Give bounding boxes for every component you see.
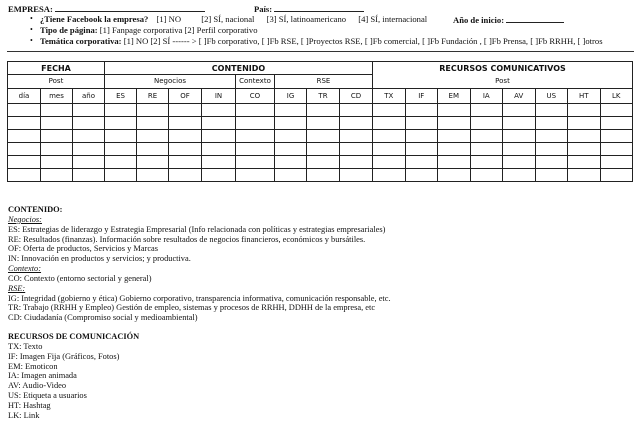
- table-cell[interactable]: [137, 104, 169, 117]
- legend-item: EM: Emoticon: [8, 361, 58, 371]
- table-cell[interactable]: [438, 143, 471, 156]
- anio-input[interactable]: [506, 14, 564, 23]
- table-cell[interactable]: [340, 104, 373, 117]
- table-cell[interactable]: [41, 143, 73, 156]
- column-header: IF: [405, 89, 438, 104]
- table-cell[interactable]: [236, 143, 275, 156]
- table-cell[interactable]: [236, 156, 275, 169]
- table-cell[interactable]: [137, 156, 169, 169]
- table-cell[interactable]: [405, 117, 438, 130]
- bullet-icon: •: [30, 14, 33, 23]
- legend-item: ES: Estrategias de liderazgo y Estrategia Empresarial (Info relacionada con políticas y estrategias empresariales): [8, 224, 386, 234]
- column-header: IG: [275, 89, 307, 104]
- negocios-label: Negocios:: [8, 214, 42, 224]
- column-header: AV: [503, 89, 536, 104]
- table-cell[interactable]: [8, 143, 41, 156]
- table-cell[interactable]: [600, 130, 633, 143]
- rse-label: RSE:: [8, 283, 26, 293]
- table-cell[interactable]: [438, 117, 471, 130]
- table-cell[interactable]: [41, 169, 73, 182]
- legend-item: TR: Trabajo (RRHH y Empleo) Gestión de empleo, sistemas y procesos de RRHH, DDHH de la empresa, etc: [8, 303, 376, 313]
- table-cell[interactable]: [340, 169, 373, 182]
- tematica-row: [40, 36, 603, 46]
- pais-field: [254, 3, 364, 14]
- legend-item: HT: Hashtag: [8, 400, 51, 410]
- table-cell[interactable]: [503, 143, 536, 156]
- table-cell[interactable]: [503, 117, 536, 130]
- column-header: CD: [340, 89, 373, 104]
- table-cell[interactable]: [202, 130, 236, 143]
- empresa-input[interactable]: [55, 3, 205, 12]
- table-cell[interactable]: [137, 130, 169, 143]
- table-cell[interactable]: [307, 130, 340, 143]
- empresa-field: [8, 3, 205, 14]
- table-cell[interactable]: [169, 130, 202, 143]
- column-header: mes: [41, 89, 73, 104]
- table-cell[interactable]: [236, 169, 275, 182]
- subgroup-rse: RSE: [275, 75, 373, 89]
- table-cell[interactable]: [373, 117, 406, 130]
- table-cell[interactable]: [275, 169, 307, 182]
- table-cell[interactable]: [535, 117, 568, 130]
- table-cell[interactable]: [105, 130, 137, 143]
- facebook-option: [1] NO: [156, 14, 182, 24]
- legend-item: IN: Innovación en productos y servicios; y productiva.: [8, 254, 191, 264]
- facebook-option: [3] SÍ, latinoamericano: [266, 14, 347, 24]
- table-cell[interactable]: [600, 143, 633, 156]
- table-cell[interactable]: [438, 169, 471, 182]
- table-row: [8, 156, 633, 169]
- divider: [7, 51, 634, 52]
- table-cell[interactable]: [202, 104, 236, 117]
- table-cell[interactable]: [41, 130, 73, 143]
- table-cell[interactable]: [373, 169, 406, 182]
- table-cell[interactable]: [137, 117, 169, 130]
- bullet-icon: •: [30, 25, 33, 34]
- table-cell[interactable]: [600, 117, 633, 130]
- legend-item: IG: Integridad (gobierno y ética) Gobierno corporativo, transparencia informativa, comunicación responsable, etc.: [8, 293, 391, 303]
- table-cell[interactable]: [41, 156, 73, 169]
- table-row: [8, 130, 633, 143]
- table-cell[interactable]: [373, 104, 406, 117]
- table-cell[interactable]: [535, 143, 568, 156]
- table-cell[interactable]: [73, 104, 105, 117]
- table-cell[interactable]: [600, 104, 633, 117]
- table-cell[interactable]: [373, 143, 406, 156]
- table-cell[interactable]: [202, 169, 236, 182]
- table-cell[interactable]: [105, 156, 137, 169]
- group-fecha: FECHA: [8, 62, 105, 75]
- table-cell[interactable]: [470, 104, 503, 117]
- table-cell[interactable]: [8, 117, 41, 130]
- table-cell[interactable]: [202, 117, 236, 130]
- table-cell[interactable]: [535, 104, 568, 117]
- bullet-icon: •: [30, 36, 33, 45]
- table-cell[interactable]: [340, 143, 373, 156]
- table-cell[interactable]: [373, 130, 406, 143]
- legend-item: US: Etiqueta a usuarios: [8, 391, 87, 401]
- table-cell[interactable]: [405, 143, 438, 156]
- group-recursos: RECURSOS COMUNICATIVOS: [373, 62, 633, 75]
- legend-item: TX: Texto: [8, 341, 43, 351]
- column-header: US: [535, 89, 568, 104]
- table-cell[interactable]: [169, 117, 202, 130]
- table-cell[interactable]: [568, 169, 601, 182]
- table-cell[interactable]: [340, 130, 373, 143]
- legend-item: IF: Imagen Fija (Gráficos, Fotos): [8, 351, 120, 361]
- table-cell[interactable]: [568, 156, 601, 169]
- column-header: TX: [373, 89, 406, 104]
- table-cell[interactable]: [307, 143, 340, 156]
- tematica-options: [1] NO [2] SÍ ------ > [ ]Fb corporativo, [ ]Fb RSE, [ ]Proyectos RSE, [ ]Fb comercial, [ ]Fb Fundación , [ ]Fb Prensa, [ ]Fb RRHH, [ ]otros: [123, 36, 603, 46]
- legend-item: AV: Audio-Video: [8, 381, 67, 391]
- table-cell[interactable]: [105, 117, 137, 130]
- pais-input[interactable]: [274, 3, 364, 12]
- table-cell[interactable]: [236, 117, 275, 130]
- legend-item: OF: Oferta de productos, Servicios y Marcas: [8, 244, 159, 254]
- legend-item: LK: Link: [8, 410, 40, 420]
- table-cell[interactable]: [8, 169, 41, 182]
- table-cell[interactable]: [236, 130, 275, 143]
- subgroup-contexto: Contexto: [236, 75, 275, 89]
- tipo-row: [40, 25, 258, 35]
- column-header: OF: [169, 89, 202, 104]
- legend-item: CD: Ciudadanía (Compromiso social y medioambiental): [8, 313, 198, 323]
- table-cell[interactable]: [8, 156, 41, 169]
- facebook-option: [4] SÍ, internacional: [358, 14, 428, 24]
- table-cell[interactable]: [41, 117, 73, 130]
- column-header: EM: [438, 89, 471, 104]
- column-header: IN: [202, 89, 236, 104]
- column-header: HT: [568, 89, 601, 104]
- table-cell[interactable]: [275, 117, 307, 130]
- table-cell[interactable]: [105, 104, 137, 117]
- table-cell[interactable]: [405, 156, 438, 169]
- table-cell[interactable]: [568, 117, 601, 130]
- recursos-title: RECURSOS DE COMUNICACIÓN: [8, 332, 140, 341]
- table-cell[interactable]: [236, 104, 275, 117]
- legend-item: IA: Imagen animada: [8, 371, 77, 381]
- table-cell[interactable]: [340, 117, 373, 130]
- column-header: RE: [137, 89, 169, 104]
- table-cell[interactable]: [405, 104, 438, 117]
- table-cell[interactable]: [73, 156, 105, 169]
- table-cell[interactable]: [438, 156, 471, 169]
- table-cell[interactable]: [470, 156, 503, 169]
- table-cell[interactable]: [600, 156, 633, 169]
- column-header: CO: [236, 89, 275, 104]
- table-cell[interactable]: [470, 117, 503, 130]
- tipo-options: [1] Fanpage corporativa [2] Perfil corporativo: [99, 25, 258, 35]
- table-cell[interactable]: [202, 143, 236, 156]
- pais-label: País:: [254, 4, 273, 14]
- table-cell[interactable]: [169, 156, 202, 169]
- tematica-label: Temática corporativa:: [40, 36, 122, 46]
- facebook-option: [2] SÍ, nacional: [201, 14, 255, 24]
- table-cell[interactable]: [470, 169, 503, 182]
- legend-contenido: [8, 205, 391, 323]
- table-cell[interactable]: [503, 156, 536, 169]
- table-cell[interactable]: [8, 130, 41, 143]
- legend-item: CO: Contexto (entorno sectorial y general): [8, 273, 152, 283]
- tipo-label: Tipo de página:: [40, 25, 98, 35]
- table-cell[interactable]: [307, 169, 340, 182]
- table-row: [8, 143, 633, 156]
- table-cell[interactable]: [373, 156, 406, 169]
- facebook-question-row: [40, 14, 427, 24]
- table-cell[interactable]: [470, 130, 503, 143]
- table-cell[interactable]: [503, 104, 536, 117]
- group-contenido: CONTENIDO: [105, 62, 373, 75]
- table-cell[interactable]: [438, 104, 471, 117]
- table-cell[interactable]: [307, 104, 340, 117]
- column-header: TR: [307, 89, 340, 104]
- subgroup-negocios: Negocios: [105, 75, 236, 89]
- table-cell[interactable]: [105, 169, 137, 182]
- table-cell[interactable]: [568, 104, 601, 117]
- coding-table: [7, 61, 633, 182]
- subgroup-post: Post: [373, 75, 633, 89]
- table-cell[interactable]: [105, 143, 137, 156]
- table-cell[interactable]: [137, 169, 169, 182]
- table-cell[interactable]: [275, 156, 307, 169]
- table-cell[interactable]: [535, 169, 568, 182]
- anio-label: Año de inicio:: [453, 15, 505, 25]
- table-cell[interactable]: [8, 104, 41, 117]
- column-header: día: [8, 89, 41, 104]
- table-cell[interactable]: [568, 130, 601, 143]
- table-row: [8, 169, 633, 182]
- column-header: año: [73, 89, 105, 104]
- table-cell[interactable]: [535, 130, 568, 143]
- table-cell[interactable]: [307, 117, 340, 130]
- table-cell[interactable]: [405, 130, 438, 143]
- table-cell[interactable]: [438, 130, 471, 143]
- table-cell[interactable]: [169, 169, 202, 182]
- table-cell[interactable]: [169, 104, 202, 117]
- table-cell[interactable]: [73, 117, 105, 130]
- table-cell[interactable]: [275, 104, 307, 117]
- subgroup-post: Post: [8, 75, 105, 89]
- table-cell[interactable]: [600, 169, 633, 182]
- table-cell[interactable]: [568, 143, 601, 156]
- table-cell[interactable]: [169, 143, 202, 156]
- table-cell[interactable]: [503, 130, 536, 143]
- contexto-label: Contexto:: [8, 264, 42, 274]
- column-header: LK: [600, 89, 633, 104]
- table-cell[interactable]: [535, 156, 568, 169]
- column-header: ES: [105, 89, 137, 104]
- empresa-label: EMPRESA:: [8, 4, 53, 14]
- table-cell[interactable]: [137, 143, 169, 156]
- table-cell[interactable]: [275, 130, 307, 143]
- column-header: IA: [470, 89, 503, 104]
- table-cell[interactable]: [275, 143, 307, 156]
- contenido-title: CONTENIDO:: [8, 205, 63, 214]
- table-cell[interactable]: [307, 156, 340, 169]
- table-row: [8, 104, 633, 117]
- table-cell[interactable]: [405, 169, 438, 182]
- table-cell[interactable]: [73, 143, 105, 156]
- table-cell[interactable]: [73, 169, 105, 182]
- legend-recursos: [8, 332, 139, 421]
- anio-field: [453, 14, 564, 25]
- table-cell[interactable]: [73, 130, 105, 143]
- table-row: [8, 117, 633, 130]
- table-cell[interactable]: [41, 104, 73, 117]
- table-cell[interactable]: [503, 169, 536, 182]
- table-cell[interactable]: [470, 143, 503, 156]
- legend-item: RE: Resultados (finanzas). Información sobre resultados de negocios financieros, económicos y bursátiles.: [8, 234, 366, 244]
- facebook-question: ¿Tiene Facebook la empresa?: [40, 14, 149, 24]
- table-cell[interactable]: [340, 156, 373, 169]
- table-cell[interactable]: [202, 156, 236, 169]
